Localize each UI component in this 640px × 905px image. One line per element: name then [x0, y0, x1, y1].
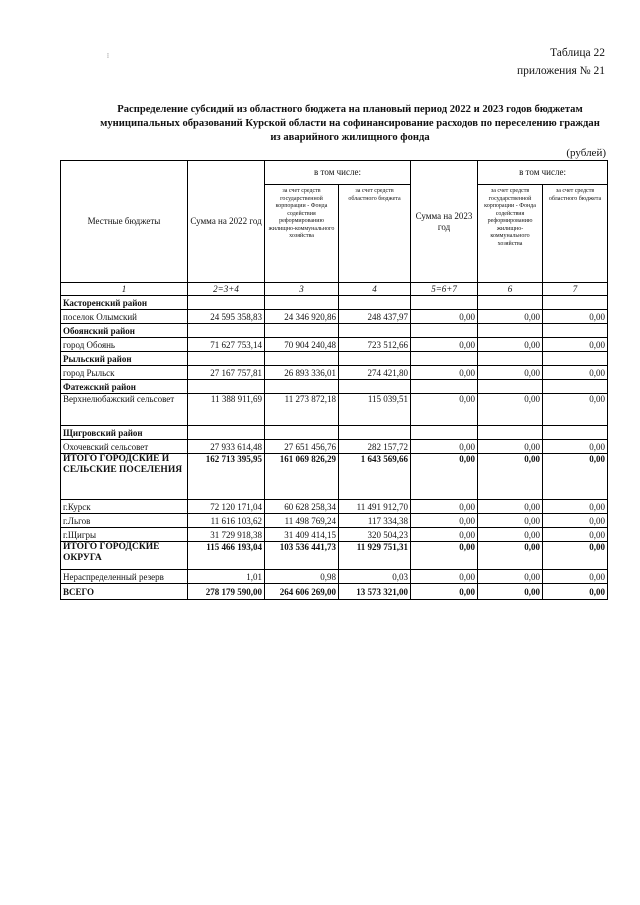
title-line-1: Распределение субсидий из областного бюджета на плановый период 2022 и 2023 годов бюджетам	[117, 104, 583, 115]
cell-col-6	[478, 324, 543, 338]
table-body	[61, 161, 608, 600]
budget-name: поселок Олымский	[61, 310, 188, 324]
cell-col-3: 31 409 414,15	[265, 528, 339, 542]
cell-col-2: 31 729 918,38	[188, 528, 265, 542]
budget-name: город Рыльск	[61, 366, 188, 380]
cell-col-4	[339, 324, 411, 338]
cell-col-7	[543, 426, 608, 440]
title-line-3: из аварийного жилищного фонда	[270, 132, 430, 143]
header-sum-2023: Сумма на 2023 год	[411, 161, 478, 283]
table-row	[61, 514, 608, 528]
cell-col-6: 0,00	[478, 366, 543, 380]
cell-col-4: 11 929 751,31	[339, 542, 411, 570]
cell-col-5: 0,00	[411, 440, 478, 454]
cell-col-5: 0,00	[411, 338, 478, 352]
cell-col-4	[339, 380, 411, 394]
cell-col-2	[188, 380, 265, 394]
colnum-3: 3	[265, 283, 339, 296]
cell-col-3: 11 273 872,18	[265, 394, 339, 426]
header-regional-2023: за счет средств областного бюджета	[543, 185, 608, 283]
table-row	[61, 394, 608, 426]
cell-col-3: 103 536 441,73	[265, 542, 339, 570]
district-name: Обоянский район	[61, 324, 188, 338]
table-row	[61, 570, 608, 584]
cell-col-4: 0,03	[339, 570, 411, 584]
cell-col-2: 11 616 103,62	[188, 514, 265, 528]
cell-col-7: 0,00	[543, 514, 608, 528]
colnum-1: 1	[61, 283, 188, 296]
table-row	[61, 528, 608, 542]
cell-col-2: 24 595 358,83	[188, 310, 265, 324]
colnum-5: 5=6+7	[411, 283, 478, 296]
table-reference	[517, 44, 605, 80]
cell-col-2: 1,01	[188, 570, 265, 584]
cell-col-4: 320 504,23	[339, 528, 411, 542]
header-including-2023: в том числе:	[478, 161, 608, 185]
cell-col-2	[188, 324, 265, 338]
cell-col-5: 0,00	[411, 454, 478, 500]
cell-col-5: 0,00	[411, 366, 478, 380]
budget-name: Охочевский сельсовет	[61, 440, 188, 454]
table-number: Таблица 22	[550, 47, 605, 59]
cell-col-5: 0,00	[411, 514, 478, 528]
cell-col-5: 0,00	[411, 570, 478, 584]
cell-col-7	[543, 324, 608, 338]
cell-col-6: 0,00	[478, 310, 543, 324]
cell-col-2: 71 627 753,14	[188, 338, 265, 352]
table-row	[61, 338, 608, 352]
cell-col-6: 0,00	[478, 514, 543, 528]
cell-col-4: 13 573 321,00	[339, 584, 411, 600]
cell-col-2	[188, 352, 265, 366]
cell-col-4	[339, 352, 411, 366]
cell-col-5	[411, 296, 478, 310]
district-name: Касторенский район	[61, 296, 188, 310]
cell-col-2: 27 933 614,48	[188, 440, 265, 454]
document-title	[60, 103, 640, 145]
cell-col-4: 282 157,72	[339, 440, 411, 454]
cell-col-3: 264 606 269,00	[265, 584, 339, 600]
cell-col-3	[265, 352, 339, 366]
cell-col-4: 723 512,66	[339, 338, 411, 352]
cell-col-3	[265, 324, 339, 338]
colnum-6: 6	[478, 283, 543, 296]
subsidy-table	[60, 160, 608, 600]
cell-col-6: 0,00	[478, 528, 543, 542]
cell-col-6: 0,00	[478, 338, 543, 352]
table-row	[61, 310, 608, 324]
cell-col-7: 0,00	[543, 500, 608, 514]
cell-col-5: 0,00	[411, 528, 478, 542]
scan-dot: ⁞	[107, 52, 109, 60]
cell-col-2: 27 167 757,81	[188, 366, 265, 380]
budget-name: Нераспределенный резерв	[61, 570, 188, 584]
cell-col-3: 24 346 920,86	[265, 310, 339, 324]
cell-col-6	[478, 426, 543, 440]
cell-col-2	[188, 296, 265, 310]
colnum-7: 7	[543, 283, 608, 296]
cell-col-6: 0,00	[478, 570, 543, 584]
cell-col-4: 274 421,80	[339, 366, 411, 380]
district-row	[61, 426, 608, 440]
cell-col-4: 1 643 569,66	[339, 454, 411, 500]
column-numbers-row	[61, 283, 608, 296]
table-row	[61, 500, 608, 514]
cell-col-2: 115 466 193,04	[188, 542, 265, 570]
cell-col-7: 0,00	[543, 528, 608, 542]
district-row	[61, 324, 608, 338]
cell-col-5	[411, 426, 478, 440]
budget-name: ВСЕГО	[61, 584, 188, 600]
cell-col-4: 248 437,97	[339, 310, 411, 324]
cell-col-7	[543, 296, 608, 310]
cell-col-3: 161 069 826,29	[265, 454, 339, 500]
budget-name: ИТОГО ГОРОДСКИЕ И СЕЛЬСКИЕ ПОСЕЛЕНИЯ	[61, 454, 188, 500]
cell-col-4: 117 334,38	[339, 514, 411, 528]
cell-col-7: 0,00	[543, 542, 608, 570]
header-sum-2022: Сумма на 2022 год	[188, 161, 265, 283]
table-row	[61, 440, 608, 454]
cell-col-7: 0,00	[543, 394, 608, 426]
cell-col-7	[543, 352, 608, 366]
header-local-budgets: Местные бюджеты	[61, 161, 188, 283]
cell-col-4: 11 491 912,70	[339, 500, 411, 514]
cell-col-3	[265, 296, 339, 310]
cell-col-3: 0,98	[265, 570, 339, 584]
cell-col-2: 278 179 590,00	[188, 584, 265, 600]
header-including-2022: в том числе:	[265, 161, 411, 185]
cell-col-3	[265, 380, 339, 394]
header-row-1	[61, 161, 608, 185]
district-row	[61, 352, 608, 366]
district-name: Фатежский район	[61, 380, 188, 394]
cell-col-3: 27 651 456,76	[265, 440, 339, 454]
cell-col-6	[478, 296, 543, 310]
cell-col-4	[339, 296, 411, 310]
cell-col-4: 115 039,51	[339, 394, 411, 426]
cell-col-2: 72 120 171,04	[188, 500, 265, 514]
cell-col-6: 0,00	[478, 440, 543, 454]
cell-col-7: 0,00	[543, 454, 608, 500]
budget-name: г.Щигры	[61, 528, 188, 542]
cell-col-7: 0,00	[543, 584, 608, 600]
cell-col-2: 162 713 395,95	[188, 454, 265, 500]
budget-name: ИТОГО ГОРОДСКИЕ ОКРУГА	[61, 542, 188, 570]
district-name: Щигровский район	[61, 426, 188, 440]
total-row	[61, 542, 608, 570]
cell-col-2	[188, 426, 265, 440]
header-fund-2023: за счет средств государственной корпорации - Фонда содействия реформированию жилищно-коммунального хозяйства	[478, 185, 543, 283]
budget-name: город Обоянь	[61, 338, 188, 352]
cell-col-6: 0,00	[478, 584, 543, 600]
budget-name: г.Курск	[61, 500, 188, 514]
cell-col-6: 0,00	[478, 394, 543, 426]
cell-col-7: 0,00	[543, 310, 608, 324]
cell-col-6: 0,00	[478, 454, 543, 500]
district-row	[61, 296, 608, 310]
cell-col-5: 0,00	[411, 394, 478, 426]
cell-col-3: 60 628 258,34	[265, 500, 339, 514]
cell-col-5: 0,00	[411, 542, 478, 570]
cell-col-3	[265, 426, 339, 440]
header-regional-2022: за счет средств областного бюджета	[339, 185, 411, 283]
cell-col-6: 0,00	[478, 542, 543, 570]
cell-col-5	[411, 324, 478, 338]
title-line-2: муниципальных образований Курской области на софинансирование расходов по переселению граждан	[100, 118, 600, 129]
cell-col-3: 70 904 240,48	[265, 338, 339, 352]
cell-col-7: 0,00	[543, 366, 608, 380]
cell-col-3: 11 498 769,24	[265, 514, 339, 528]
cell-col-5	[411, 380, 478, 394]
cell-col-6	[478, 380, 543, 394]
district-name: Рыльский район	[61, 352, 188, 366]
total-row	[61, 454, 608, 500]
cell-col-7: 0,00	[543, 440, 608, 454]
cell-col-7	[543, 380, 608, 394]
appendix-number: приложения № 21	[517, 65, 605, 77]
colnum-4: 4	[339, 283, 411, 296]
district-row	[61, 380, 608, 394]
budget-name: Верхнелюбажский сельсовет	[61, 394, 188, 426]
units-label: (рублей)	[566, 147, 606, 159]
cell-col-5	[411, 352, 478, 366]
cell-col-2: 11 388 911,69	[188, 394, 265, 426]
colnum-2: 2=3+4	[188, 283, 265, 296]
total-row	[61, 584, 608, 600]
cell-col-4	[339, 426, 411, 440]
cell-col-6	[478, 352, 543, 366]
cell-col-5: 0,00	[411, 500, 478, 514]
cell-col-5: 0,00	[411, 584, 478, 600]
cell-col-7: 0,00	[543, 338, 608, 352]
cell-col-6: 0,00	[478, 500, 543, 514]
cell-col-5: 0,00	[411, 310, 478, 324]
cell-col-7: 0,00	[543, 570, 608, 584]
cell-col-3: 26 893 336,01	[265, 366, 339, 380]
header-fund-2022: за счет средств государственной корпорации - Фонда содействия реформированию жилищно-коммунального хозяйства	[265, 185, 339, 283]
table-row	[61, 366, 608, 380]
budget-name: г.Льгов	[61, 514, 188, 528]
